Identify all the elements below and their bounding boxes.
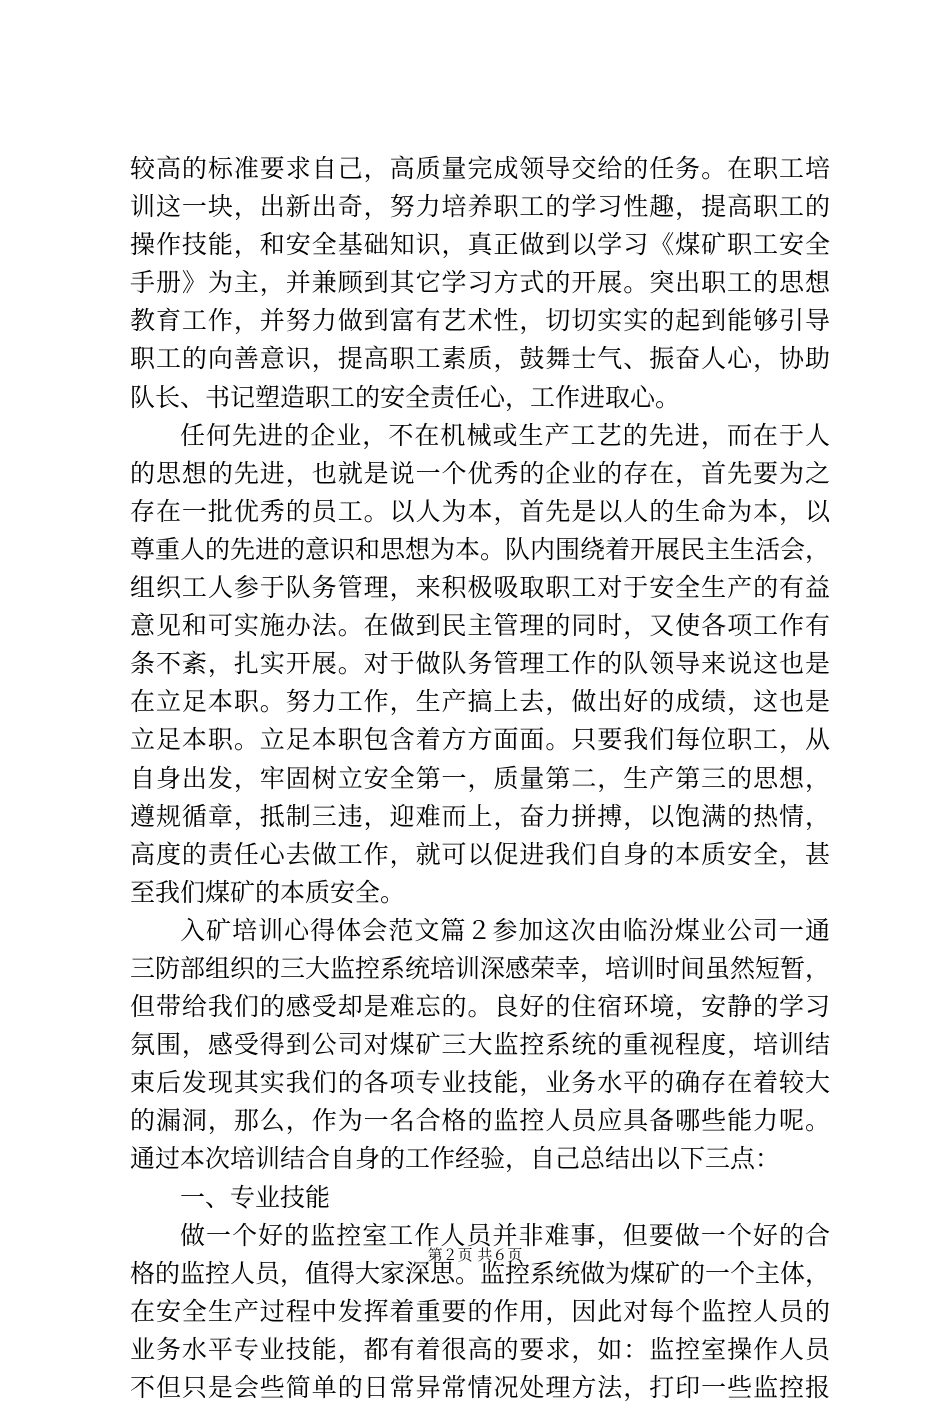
text-line: 氛围，感受得到公司对煤矿三大监控系统的重视程度，培训结: [130, 1030, 830, 1060]
text-line: 做一个好的监控室工作人员并非难事，但要做一个好的合: [180, 1220, 830, 1250]
text-line: 尊重人的先进的意识和思想为本。队内围绕着开展民主生活会，: [130, 534, 830, 564]
text-line: 条不紊，扎实开展。对于做队务管理工作的队领导来说这也是: [130, 649, 830, 679]
text-line: 存在一批优秀的员工。以人为本，首先是以人的生命为本，以: [130, 496, 830, 526]
text-line: 手册》为主，并兼顾到其它学习方式的开展。突出职工的思想: [130, 268, 830, 298]
document-body: [130, 150, 830, 1407]
section-heading: 一、专业技能: [180, 1182, 331, 1212]
text-line: 的思想的先进，也就是说一个优秀的企业的存在，首先要为之: [130, 458, 830, 488]
text-line: 自身出发，牢固树立安全第一，质量第二，生产第三的思想，: [130, 763, 830, 793]
text-line: 高度的责任心去做工作，就可以促进我们自身的本质安全，甚: [130, 839, 830, 869]
text-line: 通过本次培训结合自身的工作经验，自己总结出以下三点：: [130, 1144, 781, 1174]
text-line: 任何先进的企业，不在机械或生产工艺的先进，而在于人: [180, 420, 830, 450]
page-number-footer: 第２页 共６页: [427, 1246, 523, 1264]
text-line: 较高的标准要求自己，高质量完成领导交给的任务。在职工培: [130, 154, 830, 183]
text-line: 遵规循章，抵制三违，迎难而上，奋力拼搏，以饱满的热情，: [130, 801, 830, 831]
text-line: 但带给我们的感受却是难忘的。良好的住宿环境，安静的学习: [130, 992, 830, 1022]
text-line: 训这一块，出新出奇，努力培养职工的学习性趣，提高职工的: [130, 192, 830, 222]
text-line: 业务水平专业技能，都有着很高的要求，如：监控室操作人员: [130, 1334, 830, 1364]
text-line: 至我们煤矿的本质安全。: [130, 877, 406, 907]
text-line: 的漏洞，那么，作为一名合格的监控人员应具备哪些能力呢。: [130, 1106, 830, 1136]
text-line: 格的监控人员，值得大家深思。监控系统做为煤矿的一个主体，: [130, 1258, 830, 1288]
text-line: 束后发现其实我们的各项专业技能，业务水平的确存在着较大: [130, 1068, 830, 1098]
text-line: 三防部组织的三大监控系统培训深感荣幸，培训时间虽然短暂，: [130, 953, 830, 983]
text-line: 操作技能，和安全基础知识，真正做到以学习《煤矿职工安全: [130, 230, 830, 260]
text-line: 组织工人参于队务管理，来积极吸取职工对于安全生产的有益: [130, 573, 830, 603]
text-line: 意见和可实施办法。在做到民主管理的同时，又使各项工作有: [130, 611, 830, 641]
text-line: 队长、书记塑造职工的安全责任心，工作进取心。: [130, 382, 681, 412]
text-line: 不但只是会些简单的日常异常情况处理方法，打印一些监控报: [130, 1373, 830, 1402]
text-line: 职工的向善意识，提高职工素质，鼓舞士气、振奋人心，协助: [130, 344, 830, 374]
text-line: 在安全生产过程中发挥着重要的作用，因此对每个监控人员的: [130, 1296, 830, 1326]
text-line: 教育工作，并努力做到富有艺术性，切切实实的起到能够引导: [130, 306, 830, 336]
text-line: 入矿培训心得体会范文篇２参加这次由临汾煤业公司一通: [180, 915, 830, 945]
text-line: 在立足本职。努力工作，生产搞上去，做出好的成绩，这也是: [130, 687, 830, 717]
text-line: 立足本职。立足本职包含着方方面面。只要我们每位职工，从: [130, 725, 830, 755]
